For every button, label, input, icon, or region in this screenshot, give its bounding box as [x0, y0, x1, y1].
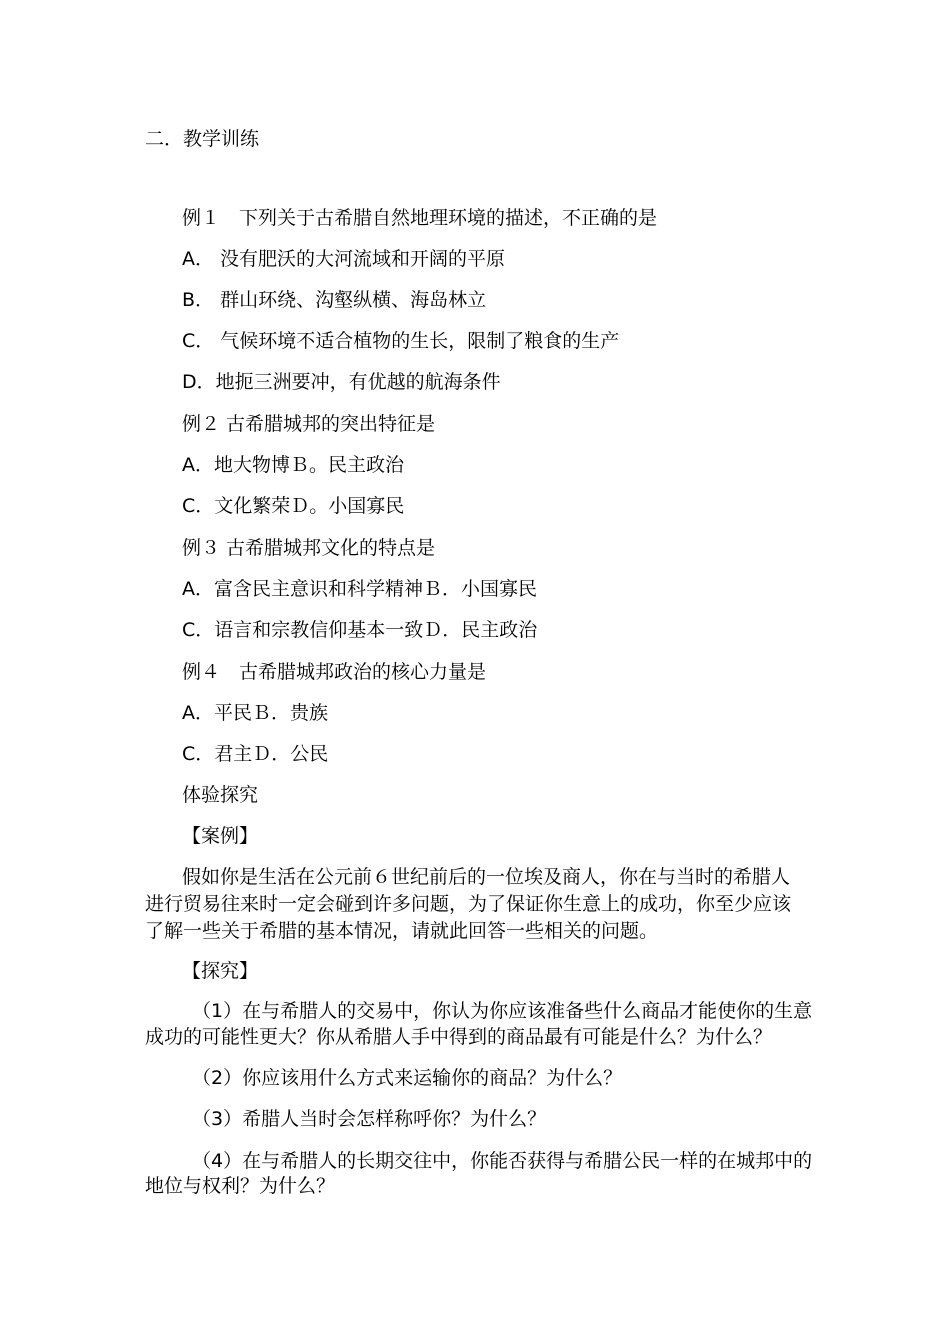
- inquiry-title: 【探究】: [182, 960, 259, 982]
- case-line-2: 进行贸易往来时一定会碰到许多问题，为了保证你生意上的成功，你至少应该: [145, 893, 792, 915]
- question-2: （2）你应该用什么方式来运输你的商品？为什么？: [192, 1067, 623, 1089]
- question-4-line-2: 地位与权利？为什么？: [145, 1175, 336, 1197]
- example-1-option-b: B． 群山环绕、沟壑纵横、海岛林立: [182, 289, 487, 311]
- section-heading: 二．教学训练: [145, 128, 260, 150]
- question-1-line-1: （1）在与希腊人的交易中，你认为你应该准备些什么商品才能使你的生意: [192, 1000, 813, 1022]
- example-2-option-ab: A．地大物博Ｂ。民主政治: [182, 454, 404, 476]
- case-title: 【案例】: [182, 825, 259, 847]
- example-4-option-ab: A．平民Ｂ．贵族: [182, 702, 328, 724]
- example-1-option-d: D．地扼三洲要冲，有优越的航海条件: [182, 371, 501, 393]
- example-1-option-a: A． 没有肥沃的大河流域和开阔的平原: [182, 248, 506, 270]
- example-1-option-c: C． 气候环境不适合植物的生长，限制了粮食的生产: [182, 330, 620, 352]
- explore-title: 体验探究: [182, 784, 259, 806]
- example-4-option-cd: C．君主Ｄ．公民: [182, 743, 329, 765]
- case-line-1: 假如你是生活在公元前６世纪前后的一位埃及商人，你在与当时的希腊人: [182, 866, 791, 888]
- example-3-option-ab: A．富含民主意识和科学精神Ｂ．小国寡民: [182, 578, 537, 600]
- example-3-question: 例３ 古希腊城邦文化的特点是: [182, 537, 436, 559]
- question-3: （3）希腊人当时会怎样称呼你？为什么？: [192, 1108, 547, 1130]
- example-2-question: 例２ 古希腊城邦的突出特征是: [182, 413, 436, 435]
- example-2-option-cd: C．文化繁荣Ｄ。小国寡民: [182, 495, 405, 517]
- example-4-question: 例４ 古希腊城邦政治的核心力量是: [182, 661, 487, 683]
- example-3-option-cd: C．语言和宗教信仰基本一致Ｄ．民主政治: [182, 619, 538, 641]
- question-4-line-1: （4）在与希腊人的长期交往中，你能否获得与希腊公民一样的在城邦中的: [192, 1150, 813, 1172]
- question-1-line-2: 成功的可能性更大？你从希腊人手中得到的商品最有可能是什么？为什么？: [145, 1026, 773, 1048]
- case-line-3: 了解一些关于希腊的基本情况，请就此回答一些相关的问题。: [145, 920, 659, 942]
- example-1-question: 例１ 下列关于古希腊自然地理环境的描述，不正确的是: [182, 207, 658, 229]
